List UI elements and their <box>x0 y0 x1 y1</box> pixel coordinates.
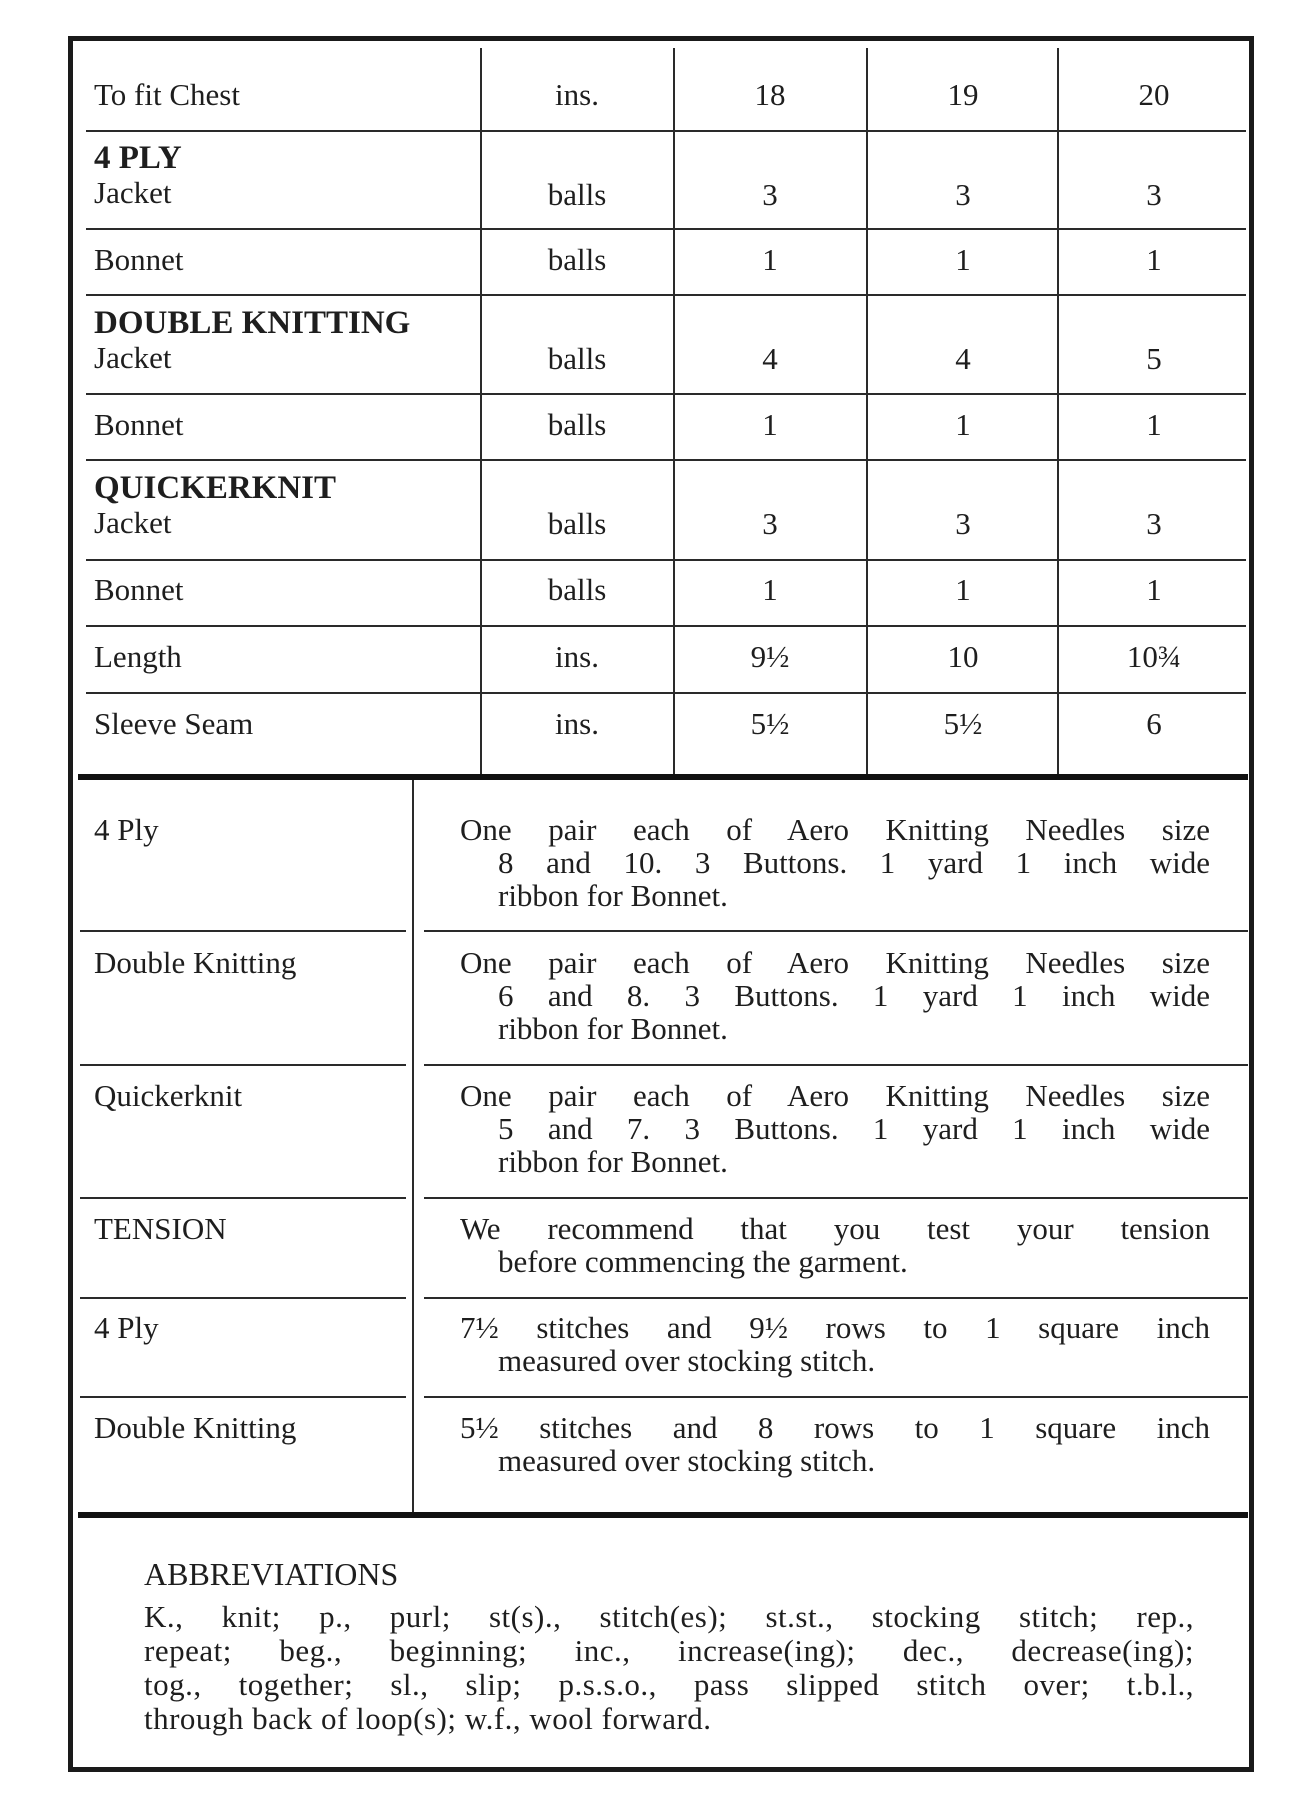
row-unit: balls <box>547 177 607 212</box>
row-label: Jacket <box>94 175 172 210</box>
row-unit: balls <box>547 407 607 442</box>
header-size: 19 <box>947 77 979 112</box>
cell-value: 3 <box>955 177 971 212</box>
section-divider <box>78 774 1248 780</box>
materials-label: Quickerknit <box>94 1078 243 1113</box>
yarn-group-heading: DOUBLE KNITTING <box>94 305 411 341</box>
abbreviations-text: K., knit; p., purl; st(s)., stitch(es); st.st., stocking stitch; rep., repeat; beg., beginning; inc., increase(ing); dec., decrease(ing); tog., together; sl., slip; p.s.s.o., pass slipped stitch over; t.b.l., through back of loop(s); w.f., wool forward. <box>144 1599 1194 1736</box>
cell-value: 1 <box>762 572 778 607</box>
materials-description: One pair each of Aero Knitting Needles size 5 and 7. 3 Buttons. 1 yard 1 inch wide ribbon for Bonnet. <box>460 1078 1210 1179</box>
row-divider <box>86 625 1246 627</box>
materials-description: One pair each of Aero Knitting Needles size 8 and 10. 3 Buttons. 1 yard 1 inch wide ribbon for Bonnet. <box>460 812 1210 913</box>
row-divider <box>424 1396 1248 1398</box>
cell-value: 1 <box>762 242 778 277</box>
cell-value: 1 <box>955 242 971 277</box>
cell-value: 3 <box>955 506 971 541</box>
row-label: Length <box>94 639 182 674</box>
row-divider <box>86 130 1246 132</box>
row-divider <box>424 930 1248 932</box>
row-divider <box>86 294 1246 296</box>
cell-value: 3 <box>762 177 778 212</box>
row-unit: balls <box>547 572 607 607</box>
header-size: 18 <box>754 77 786 112</box>
tension-heading: TENSION <box>94 1211 227 1246</box>
row-label: Bonnet <box>94 572 184 607</box>
row-divider <box>80 930 406 932</box>
row-unit: ins. <box>555 639 599 674</box>
cell-value: 9½ <box>750 639 790 674</box>
row-label: Bonnet <box>94 242 184 277</box>
row-divider <box>80 1396 406 1398</box>
column-divider <box>412 780 414 1512</box>
row-divider <box>86 228 1246 230</box>
header-size: 20 <box>1138 77 1170 112</box>
cell-value: 5½ <box>943 706 983 741</box>
cell-value: 3 <box>1146 506 1162 541</box>
row-label: Bonnet <box>94 407 184 442</box>
row-divider <box>86 559 1246 561</box>
materials-label: Double Knitting <box>94 1410 297 1445</box>
row-unit: balls <box>547 341 607 376</box>
row-divider <box>80 1064 406 1066</box>
row-label: Sleeve Seam <box>94 706 254 741</box>
header-label: To fit Chest <box>94 77 240 112</box>
row-unit: balls <box>547 242 607 277</box>
header-unit: ins. <box>555 77 599 112</box>
cell-value: 3 <box>762 506 778 541</box>
cell-value: 5 <box>1146 341 1162 376</box>
row-divider <box>424 1197 1248 1199</box>
cell-value: 1 <box>1146 242 1162 277</box>
row-divider <box>80 1297 406 1299</box>
row-label: Jacket <box>94 340 172 375</box>
materials-label: Double Knitting <box>94 945 297 980</box>
yarn-group-heading: 4 PLY <box>94 140 182 176</box>
abbreviations-heading: ABBREVIATIONS <box>144 1556 399 1592</box>
row-unit: balls <box>547 506 607 541</box>
cell-value: 4 <box>955 341 971 376</box>
cell-value: 10¾ <box>1126 639 1182 674</box>
cell-value: 1 <box>955 407 971 442</box>
cell-value: 5½ <box>750 706 790 741</box>
row-divider <box>86 459 1246 461</box>
cell-value: 1 <box>1146 572 1162 607</box>
materials-description: We recommend that you test your tension before commencing the garment. <box>460 1211 1210 1279</box>
row-unit: ins. <box>555 706 599 741</box>
materials-description: 7½ stitches and 9½ rows to 1 square inch measured over stocking stitch. <box>460 1310 1210 1378</box>
cell-value: 1 <box>955 572 971 607</box>
row-divider <box>86 393 1246 395</box>
cell-value: 3 <box>1146 177 1162 212</box>
cell-value: 1 <box>1146 407 1162 442</box>
cell-value: 6 <box>1146 706 1162 741</box>
section-divider <box>78 1512 1248 1518</box>
materials-description: 5½ stitches and 8 rows to 1 square inch measured over stocking stitch. <box>460 1410 1210 1478</box>
materials-label: 4 Ply <box>94 812 159 847</box>
row-divider <box>86 692 1246 694</box>
cell-value: 4 <box>762 341 778 376</box>
row-label: Jacket <box>94 505 172 540</box>
row-divider <box>80 1197 406 1199</box>
row-divider <box>424 1297 1248 1299</box>
cell-value: 10 <box>947 639 979 674</box>
materials-description: One pair each of Aero Knitting Needles size 6 and 8. 3 Buttons. 1 yard 1 inch wide ribbon for Bonnet. <box>460 945 1210 1046</box>
row-divider <box>424 1064 1248 1066</box>
materials-label: 4 Ply <box>94 1310 159 1345</box>
yarn-group-heading: QUICKERKNIT <box>94 470 337 506</box>
cell-value: 1 <box>762 407 778 442</box>
